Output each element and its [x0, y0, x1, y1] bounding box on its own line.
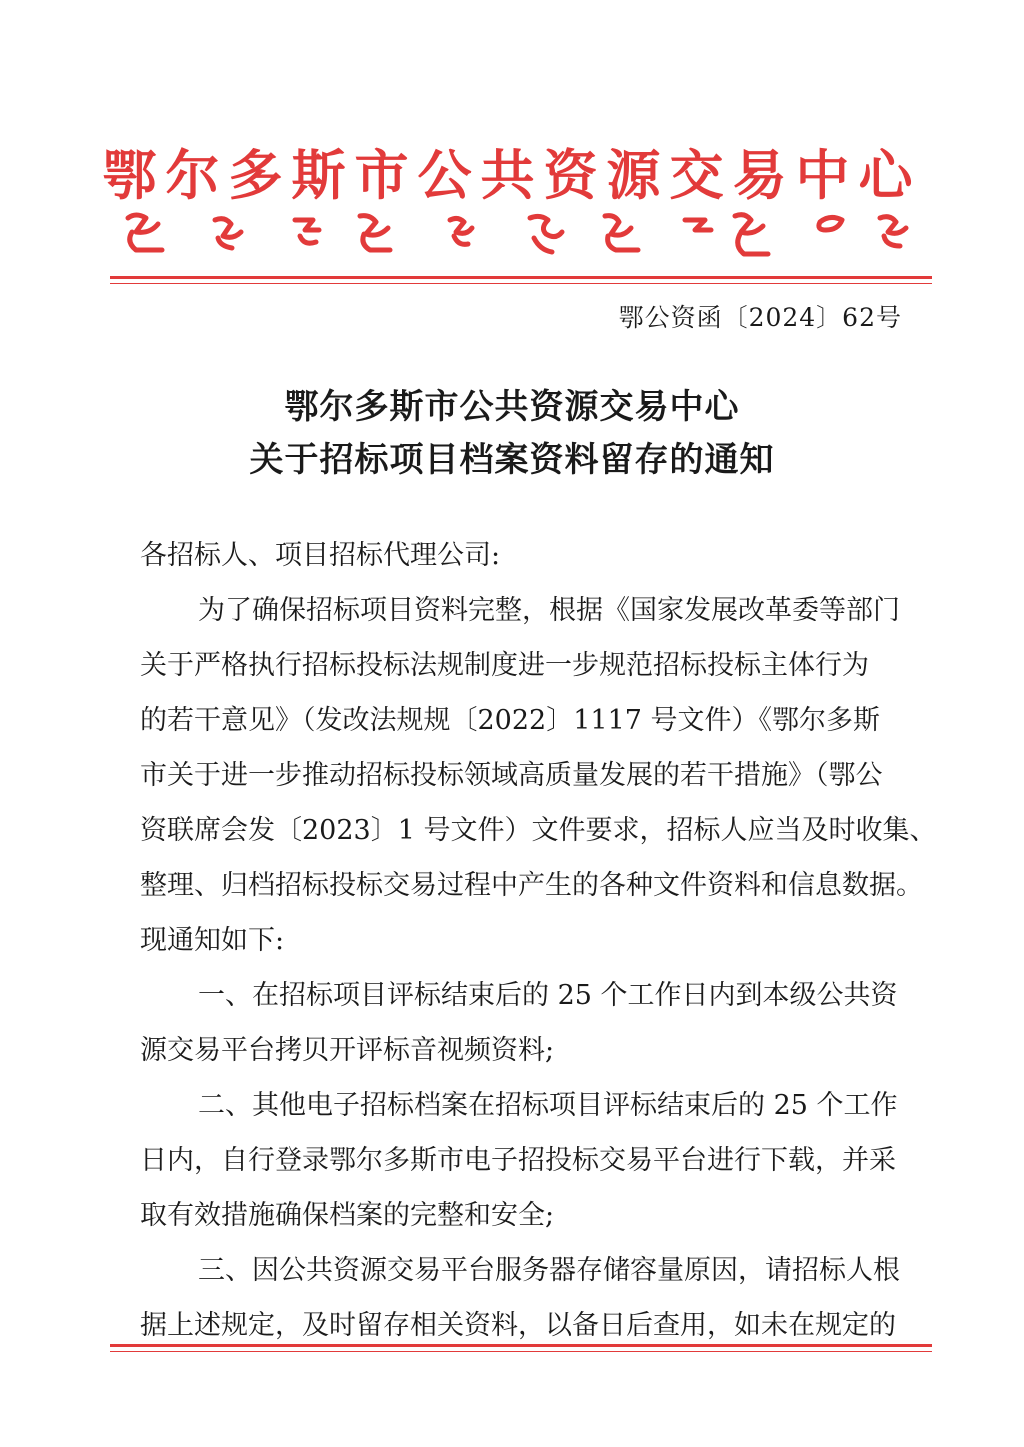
org-letterhead-title: 鄂尔多斯市公共资源交易中心	[102, 143, 922, 207]
body-line: 二、其他电子招标档案在招标项目评标结束后的 25 个工作	[198, 1090, 898, 1121]
body-line: 资联席会发〔2023〕1 号文件）文件要求，招标人应当及时收集、	[140, 815, 937, 846]
body-line: 据上述规定，及时留存相关资料，以备日后查用，如未在规定的	[140, 1310, 896, 1341]
body-paragraphs	[140, 583, 937, 1353]
footer-divider-thick	[110, 1344, 932, 1347]
footer-divider-thin	[110, 1351, 932, 1352]
body-line: 现通知如下:	[140, 925, 285, 956]
body-line: 三、因公共资源交易平台服务器存储容量原因，请招标人根	[198, 1255, 900, 1286]
body-line: 整理、归档招标投标交易过程中产生的各种文件资料和信息数据。	[140, 870, 923, 901]
body-line: 源交易平台拷贝开评标音视频资料;	[140, 1035, 555, 1066]
notice-title-line-1: 鄂尔多斯市公共资源交易中心	[284, 387, 740, 427]
body-line: 为了确保招标项目资料完整，根据《国家发展改革委等部门	[198, 595, 900, 626]
notice-title-line-2: 关于招标项目档案资料留存的通知	[249, 440, 775, 480]
addressee	[140, 528, 920, 583]
body-line: 关于严格执行招标投标法规制度进一步规范招标投标主体行为	[140, 650, 869, 681]
body-line: 日内，自行登录鄂尔多斯市电子招投标交易平台进行下载，并采	[140, 1145, 896, 1176]
body-line: 取有效措施确保档案的完整和安全;	[140, 1200, 555, 1231]
document-number: 鄂公资函〔2024〕62号	[618, 303, 902, 332]
mongolian-script-letterhead	[120, 208, 920, 258]
header-divider-thick	[110, 276, 932, 279]
header-divider-thin	[110, 283, 932, 284]
addressee-line: 各招标人、项目招标代理公司:	[140, 540, 501, 571]
body-line: 市关于进一步推动招标投标领域高质量发展的若干措施》（鄂公	[140, 760, 883, 791]
body-line: 一、在招标项目评标结束后的 25 个工作日内到本级公共资	[198, 980, 898, 1011]
body-line: 的若干意见》（发改法规规〔2022〕1117 号文件）《鄂尔多斯	[140, 705, 881, 736]
